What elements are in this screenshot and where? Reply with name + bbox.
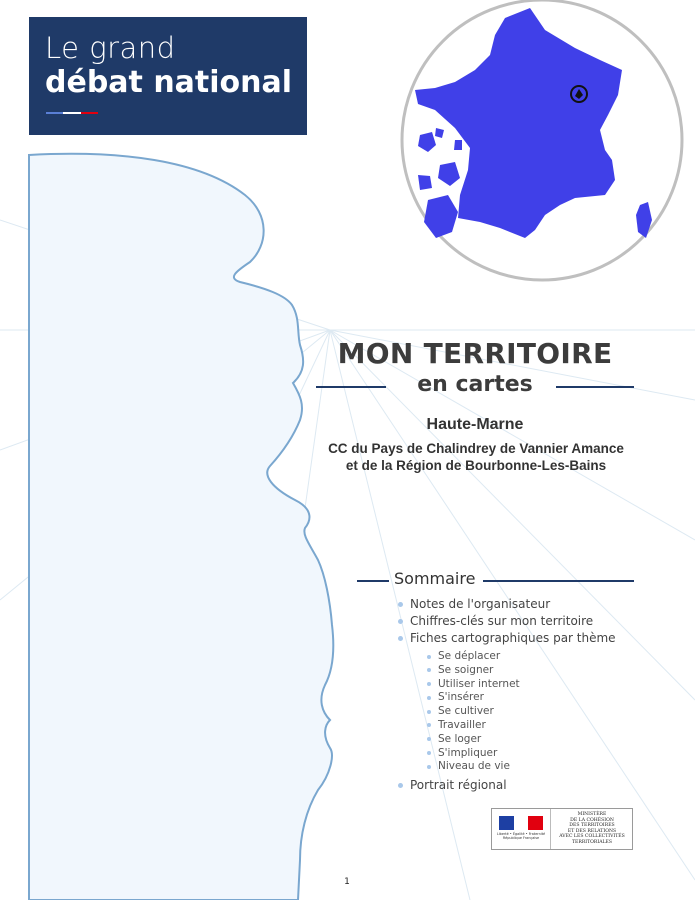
- ministry-name: MINISTÈRE DE LA COHÉSION DES TERRITOIRES ET DES RELATIONS AVEC LES COLLECTIVITÉS TERRITORIALES: [559, 812, 625, 845]
- tricolor-underline: [46, 112, 98, 114]
- toc-item-label: Fiches cartographiques par thème: [410, 631, 616, 645]
- french-flag-icon: [499, 816, 543, 830]
- sommaire-header: [357, 569, 634, 591]
- toc-subitem[interactable]: [398, 678, 648, 692]
- face-silhouette: [29, 154, 333, 900]
- territory-name: CC du Pays de Chalindrey de Vannier Amance et de la Région de Bourbonne-Les-Bains: [328, 441, 624, 473]
- bullet-icon: [398, 783, 403, 788]
- toc-item[interactable]: [398, 613, 648, 630]
- toc-item-label: Notes de l'organisateur: [410, 597, 551, 611]
- grand-debat-logo: [29, 17, 307, 135]
- toc-subitem[interactable]: [398, 705, 648, 719]
- toc-item[interactable]: [398, 777, 648, 794]
- subtitle-rule-right: [556, 386, 634, 388]
- bullet-icon: [427, 710, 431, 714]
- toc-subitem-label: Travailler: [438, 718, 486, 731]
- bullet-icon: [398, 619, 403, 624]
- sommaire-title: Sommaire: [394, 569, 476, 588]
- toc-subitem-label: Utiliser internet: [438, 677, 520, 690]
- toc-item-label: Portrait régional: [410, 778, 507, 793]
- bullet-icon: [427, 765, 431, 769]
- france-map: [380, 0, 695, 300]
- overseas-3: [418, 175, 432, 190]
- republic-motto: Liberté • Égalité • Fraternité République Française: [496, 832, 546, 840]
- toc-subitem-label: S'insérer: [438, 691, 484, 704]
- bullet-icon: [398, 602, 403, 607]
- bullet-icon: [427, 682, 431, 686]
- bullet-icon: [427, 751, 431, 755]
- document-subtitle: en cartes: [417, 372, 533, 397]
- toc-item-label: Chiffres-clés sur mon territoire: [410, 614, 594, 628]
- toc-subitem[interactable]: [398, 664, 648, 678]
- bullet-icon: [427, 655, 431, 659]
- toc-subitem-label: Niveau de vie: [438, 760, 510, 773]
- logo-line-2: débat national: [45, 65, 293, 100]
- subtitle-row: [316, 372, 634, 402]
- toc-subitem[interactable]: [398, 733, 648, 747]
- table-of-contents: [398, 596, 648, 794]
- ministry-logo: [491, 808, 633, 850]
- toc-subitem-label: S'impliquer: [438, 746, 498, 759]
- toc-subitem[interactable]: [398, 650, 648, 664]
- bullet-icon: [427, 723, 431, 727]
- toc-subitem[interactable]: [398, 747, 648, 761]
- toc-subitem-label: Se loger: [438, 732, 482, 745]
- toc-subitem-label: Se déplacer: [438, 650, 501, 662]
- toc-subitem[interactable]: [398, 719, 648, 733]
- department-name: Haute-Marne: [426, 416, 524, 433]
- page-number: 1: [344, 877, 350, 887]
- sommaire-rule-left: [357, 580, 389, 582]
- bullet-icon: [427, 696, 431, 700]
- logo-line-1: Le grand: [45, 31, 176, 65]
- sommaire-rule-right: [483, 580, 634, 582]
- toc-subitem-label: Se cultiver: [438, 705, 494, 718]
- bullet-icon: [427, 737, 431, 741]
- bullet-icon: [427, 668, 431, 672]
- toc-item[interactable]: [398, 630, 648, 647]
- overseas-6: [454, 140, 462, 150]
- document-title: MON TERRITOIRE: [337, 337, 613, 370]
- bullet-icon: [398, 636, 403, 641]
- toc-subitem-label: Se soigner: [438, 663, 494, 676]
- republique-francaise-block: [492, 809, 551, 849]
- toc-item[interactable]: [398, 596, 648, 613]
- toc-subitem[interactable]: [398, 760, 648, 774]
- toc-subitem[interactable]: [398, 691, 648, 705]
